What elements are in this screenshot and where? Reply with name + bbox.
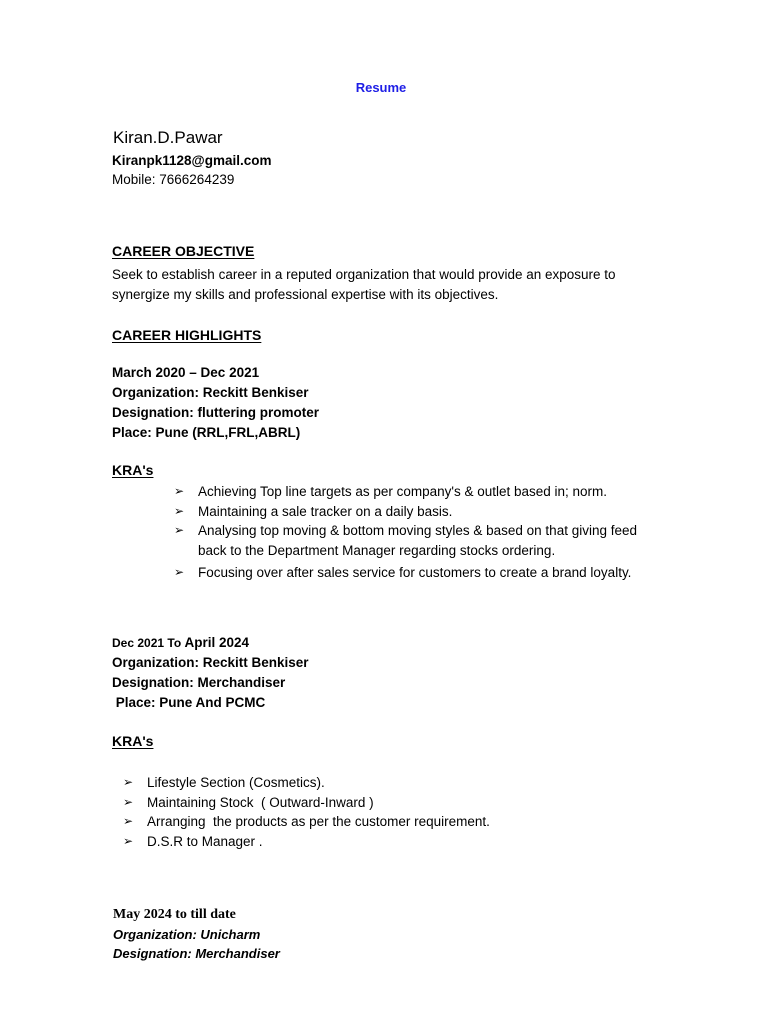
list-item (174, 482, 637, 502)
job2-kra-list (123, 773, 490, 851)
kra-text: Maintaining a sale tracker on a daily basis. (198, 503, 453, 519)
kra-text: back to the Department Manager regarding stocks ordering. (198, 542, 556, 558)
arrow-bullet-icon: ➢ (123, 833, 134, 848)
candidate-name: Kiran.D.Pawar (113, 128, 223, 147)
job1-organization: Organization: Reckitt Benkiser (112, 385, 309, 400)
job1-kra-heading: KRA's (112, 462, 154, 478)
list-item (123, 812, 490, 832)
career-objective-line: synergize my skills and professional expertise with its objectives. (112, 286, 499, 302)
kra-text: Maintaining Stock ( Outward-Inward ) (147, 794, 374, 810)
job1-place: Place: Pune (RRL,FRL,ABRL) (112, 425, 301, 440)
arrow-bullet-icon: ➢ (174, 484, 185, 498)
arrow-bullet-icon: ➢ (174, 565, 185, 579)
list-item (174, 521, 638, 560)
job2-place: Place: Pune And PCMC (112, 695, 266, 710)
career-objective-line: Seek to establish career in a reputed organization that would provide an exposure to (112, 267, 616, 282)
list-item (123, 773, 490, 793)
job3-designation: Designation: Merchandiser (113, 946, 280, 961)
document-title: Resume (355, 80, 407, 95)
list-item (174, 563, 637, 583)
job2-period (112, 635, 249, 650)
email-address: Kiranpk1128@gmail.com (112, 153, 272, 168)
arrow-bullet-icon: ➢ (123, 794, 134, 809)
mobile-number: Mobile: 7666264239 (112, 172, 235, 187)
job2-kra-heading: KRA's (112, 733, 154, 749)
kra-text: D.S.R to Manager . (147, 833, 263, 849)
career-objective-heading: CAREER OBJECTIVE (112, 243, 255, 259)
job3-period: May 2024 to till date (113, 907, 236, 922)
job2-period-prefix: Dec 2021 To (112, 636, 185, 650)
job2-organization: Organization: Reckitt Benkiser (112, 655, 309, 670)
kra-text: Lifestyle Section (Cosmetics). (147, 775, 325, 790)
arrow-bullet-icon: ➢ (174, 503, 185, 518)
job2-designation: Designation: Merchandiser (112, 675, 286, 690)
kra-text: Focusing over after sales service for customers to create a brand loyalty. (198, 565, 632, 580)
list-item (123, 793, 490, 813)
career-highlights-heading: CAREER HIGHLIGHTS (112, 327, 262, 343)
kra-text: Achieving Top line targets as per company's & outlet based in; norm. (198, 484, 608, 499)
career-objective-text (112, 265, 616, 304)
list-item (123, 832, 490, 852)
job2-period-main: April 2024 (184, 635, 250, 650)
kra-text: Arranging the products as per the customer requirement. (147, 814, 490, 829)
list-item (174, 502, 637, 522)
job3-organization: Organization: Unicharm (113, 927, 261, 942)
job1-kra-list (174, 482, 638, 583)
kra-text: Analysing top moving & bottom moving styles & based on that giving feed (198, 523, 638, 538)
job1-period: March 2020 – Dec 2021 (112, 365, 260, 380)
job1-designation: Designation: fluttering promoter (112, 405, 319, 420)
arrow-bullet-icon: ➢ (123, 814, 134, 828)
arrow-bullet-icon: ➢ (123, 775, 134, 789)
arrow-bullet-icon: ➢ (174, 523, 185, 537)
